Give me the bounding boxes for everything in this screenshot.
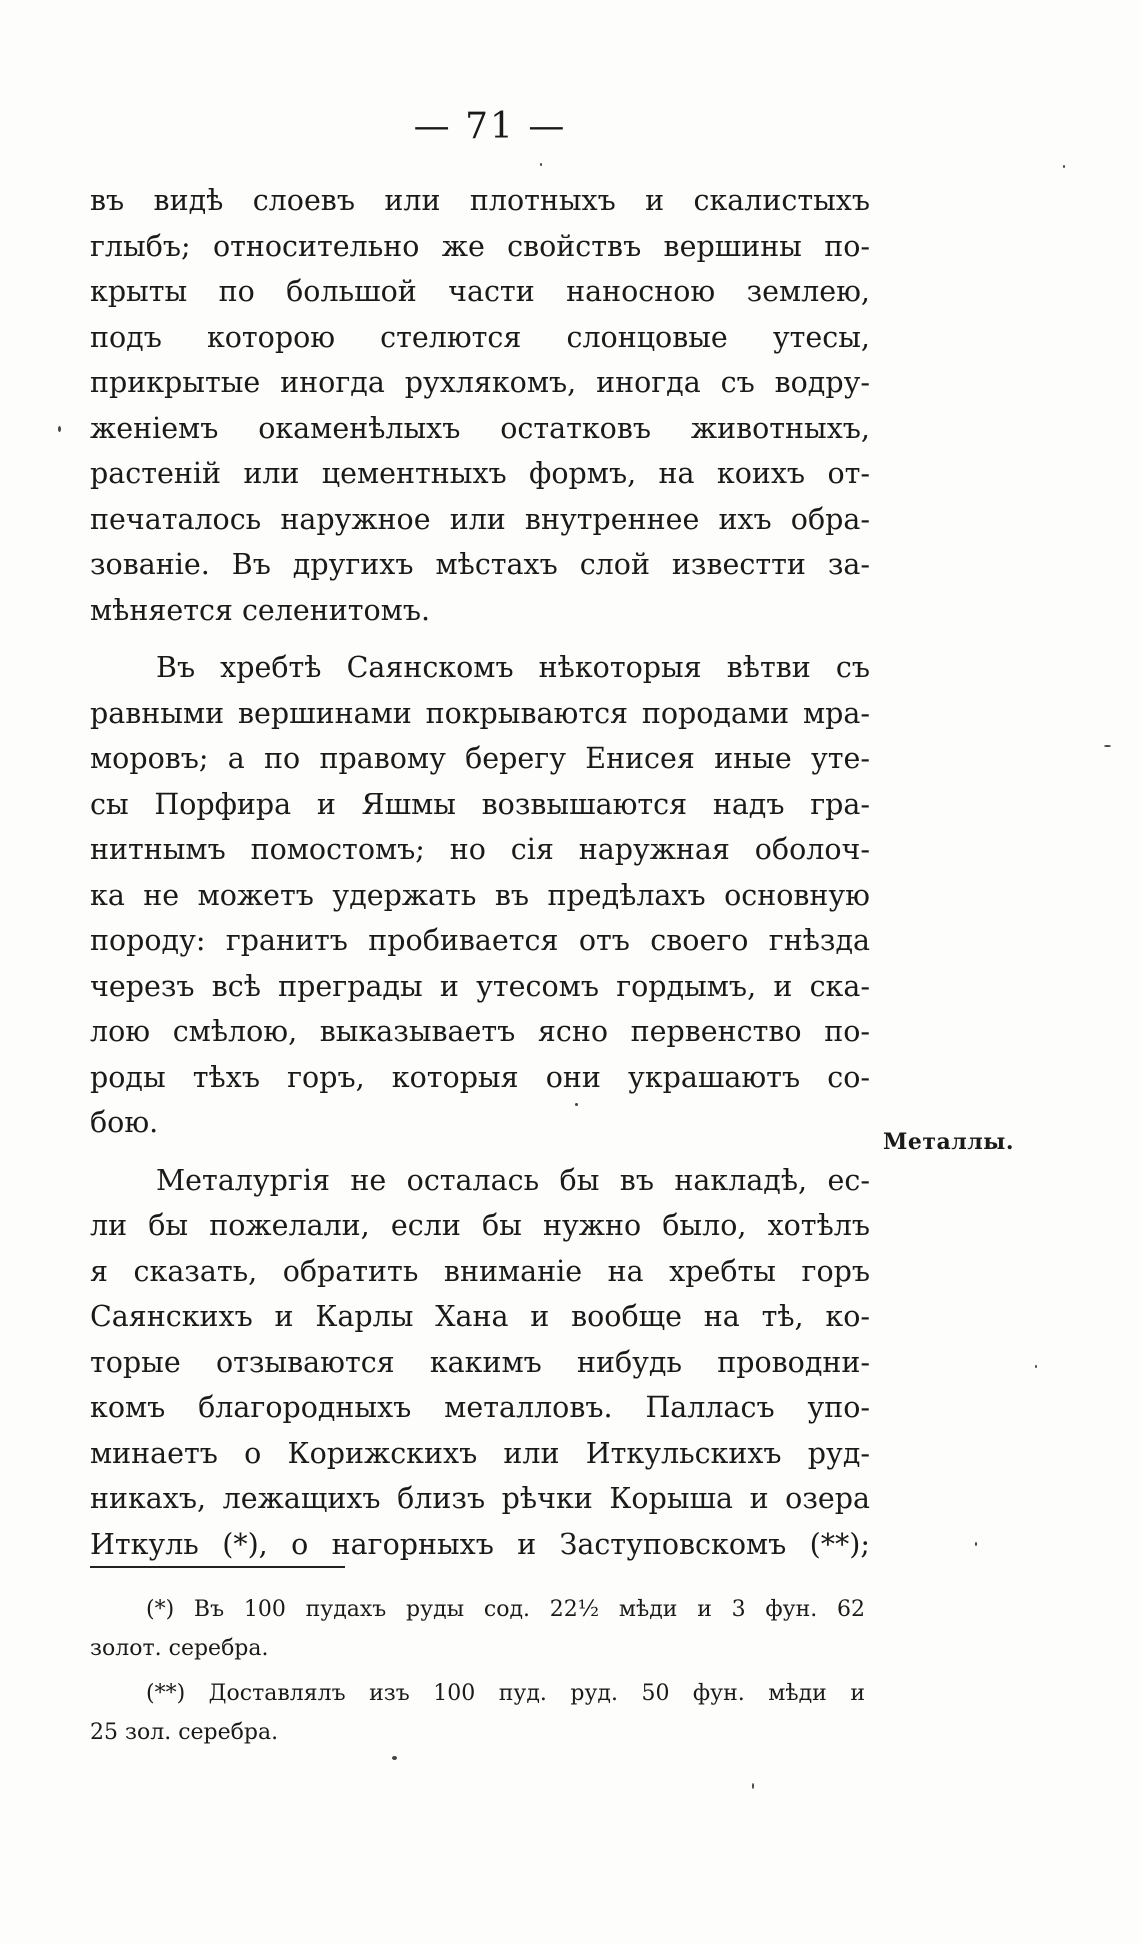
- text-line: лою смѣлою, выказываетъ ясно первенство по-: [90, 1015, 870, 1048]
- paragraph-gap: [90, 633, 870, 645]
- paragraph-3: [90, 1158, 870, 1568]
- scan-speck: [58, 426, 61, 432]
- text-line: растеній или цементныхъ формъ, на коихъ от-: [90, 457, 870, 490]
- footnote-rule: [90, 1566, 345, 1568]
- text-line: породу: гранитъ пробивается отъ своего гнѣзда: [90, 924, 870, 957]
- footnote-2: [90, 1674, 865, 1752]
- scan-speck: [1104, 745, 1111, 747]
- footnote-line: (*) Въ 100 пудахъ руды сод. 22½ мѣди и 3 фун. 62: [146, 1597, 865, 1622]
- scan-speck: [1035, 1365, 1037, 1368]
- text-line: прикрытые иногда рухлякомъ, иногда съ водру-: [90, 366, 870, 399]
- footnotes: [90, 1590, 865, 1752]
- text-line: Въ хребтѣ Саянскомъ нѣкоторыя вѣтви съ: [156, 651, 870, 684]
- text-line: глыбъ; относительно же свойствъ вершины по-: [90, 229, 870, 263]
- text-line: моровъ; а по правому берегу Енисея иные уте-: [90, 742, 870, 775]
- text-line: въ видѣ слоевъ или плотныхъ и скалистыхъ: [90, 184, 870, 217]
- paragraph-1: [90, 178, 870, 633]
- scan-speck: [540, 163, 542, 166]
- text-line: подъ которою стелются слонцовые утесы,: [90, 320, 870, 354]
- text-line: ли бы пожелали, если бы нужно было, хотѣлъ: [90, 1209, 870, 1242]
- scan-speck: [752, 1783, 754, 1789]
- text-line: сы Порфира и Яшмы возвышаются надъ гра-: [90, 787, 870, 821]
- text-line: торые отзываются какимъ нибудь проводни-: [90, 1345, 870, 1379]
- text-line: Иткуль (*), о нагорныхъ и Заступовскомъ (**);: [90, 1527, 870, 1561]
- text-line: женіемъ окаменѣлыхъ остатковъ животныхъ,: [90, 411, 870, 445]
- footnote-line: золот. серебра.: [90, 1636, 269, 1661]
- text-line: Металургія не осталась бы въ накладѣ, ес-: [156, 1163, 870, 1197]
- text-line: бою.: [90, 1106, 159, 1139]
- text-line: никахъ, лежащихъ близъ рѣчки Корыша и озера: [90, 1482, 870, 1515]
- text-line: мѣняется селенитомъ.: [90, 593, 431, 627]
- scan-speck: [975, 1542, 977, 1546]
- text-line: черезъ всѣ преграды и утесомъ гордымъ, и ска-: [90, 969, 870, 1003]
- text-line: равными вершинами покрываются породами мра-: [90, 696, 870, 730]
- text-line: крыты по большой части наносною землею,: [90, 275, 870, 308]
- text-line: комъ благородныхъ металловъ. Палласъ упо-: [90, 1391, 870, 1424]
- scan-speck: [575, 1103, 578, 1106]
- text-line: печаталось наружное или внутреннее ихъ обра-: [90, 502, 870, 536]
- paragraph-gap: [90, 1146, 870, 1158]
- page-number: — 71 —: [413, 106, 567, 147]
- footnote-line: (**) Доставлялъ изъ 100 пуд. руд. 50 фун. мѣди и: [146, 1681, 865, 1706]
- paragraph-2: [90, 645, 870, 1146]
- footnote-1: [90, 1590, 865, 1668]
- text-line: роды тѣхъ горъ, которыя они украшаютъ со-: [90, 1060, 870, 1094]
- scan-speck: [392, 1756, 397, 1760]
- scan-speck: [1063, 165, 1065, 168]
- text-line: минаетъ о Корижскихъ или Иткульскихъ руд-: [90, 1436, 870, 1470]
- text-line: Саянскихъ и Карлы Хана и вообще на тѣ, ко-: [90, 1300, 870, 1333]
- text-line: нитнымъ помостомъ; но сія наружная оболоч-: [90, 833, 870, 866]
- margin-note: Металлы.: [883, 1129, 1014, 1155]
- body-text: [90, 178, 870, 1567]
- text-line: ка не можетъ удержать въ предѣлахъ основную: [90, 878, 870, 912]
- text-line: я сказать, обратить вниманіе на хребты горъ: [90, 1254, 870, 1288]
- text-line: зованіе. Въ другихъ мѣстахъ слой известти за-: [90, 548, 870, 581]
- footnote-line: 25 зол. серебра.: [90, 1720, 279, 1745]
